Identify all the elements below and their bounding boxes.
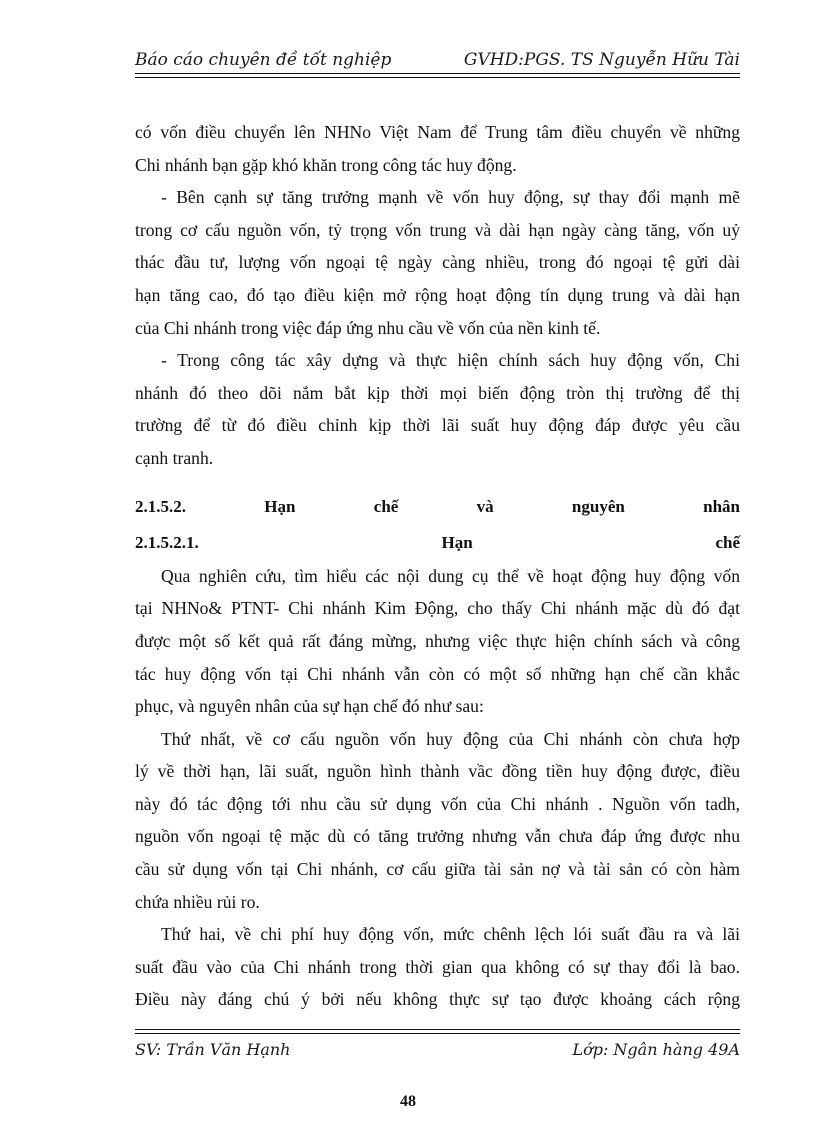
subsection-heading: 2.1.5.2.1. Hạn chế	[135, 533, 740, 553]
header-rule-thin	[135, 77, 740, 78]
text-line: cạnh tranh.	[135, 447, 214, 468]
text-line: trường để từ đó điều chỉnh kịp thời lãi suất huy động đáp được yêu cầu	[135, 415, 740, 436]
header-report-title: Báo cáo chuyên đề tốt nghiệp	[135, 50, 392, 70]
paragraph-4	[135, 560, 740, 723]
header-supervisor: GVHD:PGS. TS Nguyễn Hữu Tài	[463, 50, 740, 70]
text-line: Qua nghiên cứu, tìm hiểu các nội dung cụ thể về hoạt động huy động vốn	[161, 565, 740, 586]
paragraph-3	[135, 344, 740, 474]
text-line: Thứ hai, về chi phí huy động vốn, mức chênh lệch lói suất đầu ra và lãi	[161, 924, 740, 945]
text-line: trong cơ cấu nguồn vốn, tỷ trọng vốn trung và dài hạn ngày càng tăng, vốn uỷ	[135, 219, 740, 240]
text-line: này đó tác động tới nhu cầu sử dụng vốn của Chi nhánh . Nguồn vốn tadh,	[135, 793, 740, 814]
body-text	[135, 116, 740, 1016]
text-line: thác đầu tư, lượng vốn ngoại tệ ngày càng nhiều, trong đó ngoại tệ gửi dài	[135, 252, 740, 273]
text-line: hạn tăng cao, đó tạo điều kiện mở rộng hoạt động tín dụng trung và dài hạn	[135, 284, 740, 305]
paragraph-6	[135, 918, 740, 1016]
text-line: - Bên cạnh sự tăng trưởng mạnh về vốn huy động, sự thay đổi mạnh mẽ	[161, 187, 740, 208]
text-line: suất đầu vào của Chi nhánh trong thời gian qua không có sự thay đổi là bao.	[135, 956, 740, 977]
text-line: có vốn điều chuyển lên NHNo Việt Nam để Trung tâm điều chuyển về những	[135, 122, 740, 142]
page-header	[135, 48, 740, 74]
text-line: chứa nhiều rủi ro.	[135, 891, 260, 912]
paragraph-1	[135, 116, 740, 181]
text-line: phục, và nguyên nhân của sự hạn chế đó như sau:	[135, 696, 484, 717]
text-line: tác huy động vốn tại Chi nhánh vẫn còn có một số những hạn chế cần khắc	[135, 663, 740, 684]
text-line: được một số kết quả rất đáng mừng, nhưng việc thực hiện chính sách và công	[135, 630, 740, 651]
paragraph-5	[135, 723, 740, 919]
text-line: của Chi nhánh trong việc đáp ứng nhu cầu về vốn của nền kinh tế.	[135, 317, 601, 338]
footer-student: SV: Trần Văn Hạnh	[135, 1040, 291, 1059]
text-line: Chi nhánh bạn gặp khó khăn trong công tác huy động.	[135, 154, 517, 175]
paragraph-2	[135, 181, 740, 344]
text-line: nguồn vốn ngoại tệ mặc dù có tăng trưởng nhưng vẫn chưa đáp ứng được nhu	[135, 826, 740, 847]
page-footer	[135, 1040, 740, 1064]
text-line: Điều này đáng chú ý bởi nếu không thực sự tạo được khoảng cách rộng	[135, 989, 740, 1010]
footer-class: Lớp: Ngân hàng 49A	[572, 1040, 740, 1059]
header-rule-thick	[135, 73, 740, 74]
text-line: - Trong công tác xây dựng và thực hiện chính sách huy động vốn, Chi	[161, 350, 740, 371]
section-heading: 2.1.5.2. Hạn chế và nguyên nhân	[135, 496, 740, 516]
text-line: tại NHNo& PTNT- Chi nhánh Kim Động, cho thấy Chi nhánh mặc dù đó đạt	[135, 598, 740, 619]
footer-rule-thin	[135, 1029, 740, 1030]
text-line: lý về thời hạn, lãi suất, nguồn hình thành vầc đồng tiền huy động được, điều	[135, 761, 740, 782]
text-line: cầu sử dụng vốn tại Chi nhánh, cơ cấu giữa tài sản nợ và tài sản có còn hàm	[135, 859, 740, 880]
text-line: Thứ nhất, về cơ cấu nguồn vốn huy động của Chi nhánh còn chưa hợp	[161, 728, 740, 749]
footer-rule-thick	[135, 1033, 740, 1034]
page-number: 48	[400, 1093, 416, 1110]
text-line: nhánh đó theo dõi nắm bắt kịp thời mọi biến động tròn thị trường để thị	[135, 382, 740, 403]
